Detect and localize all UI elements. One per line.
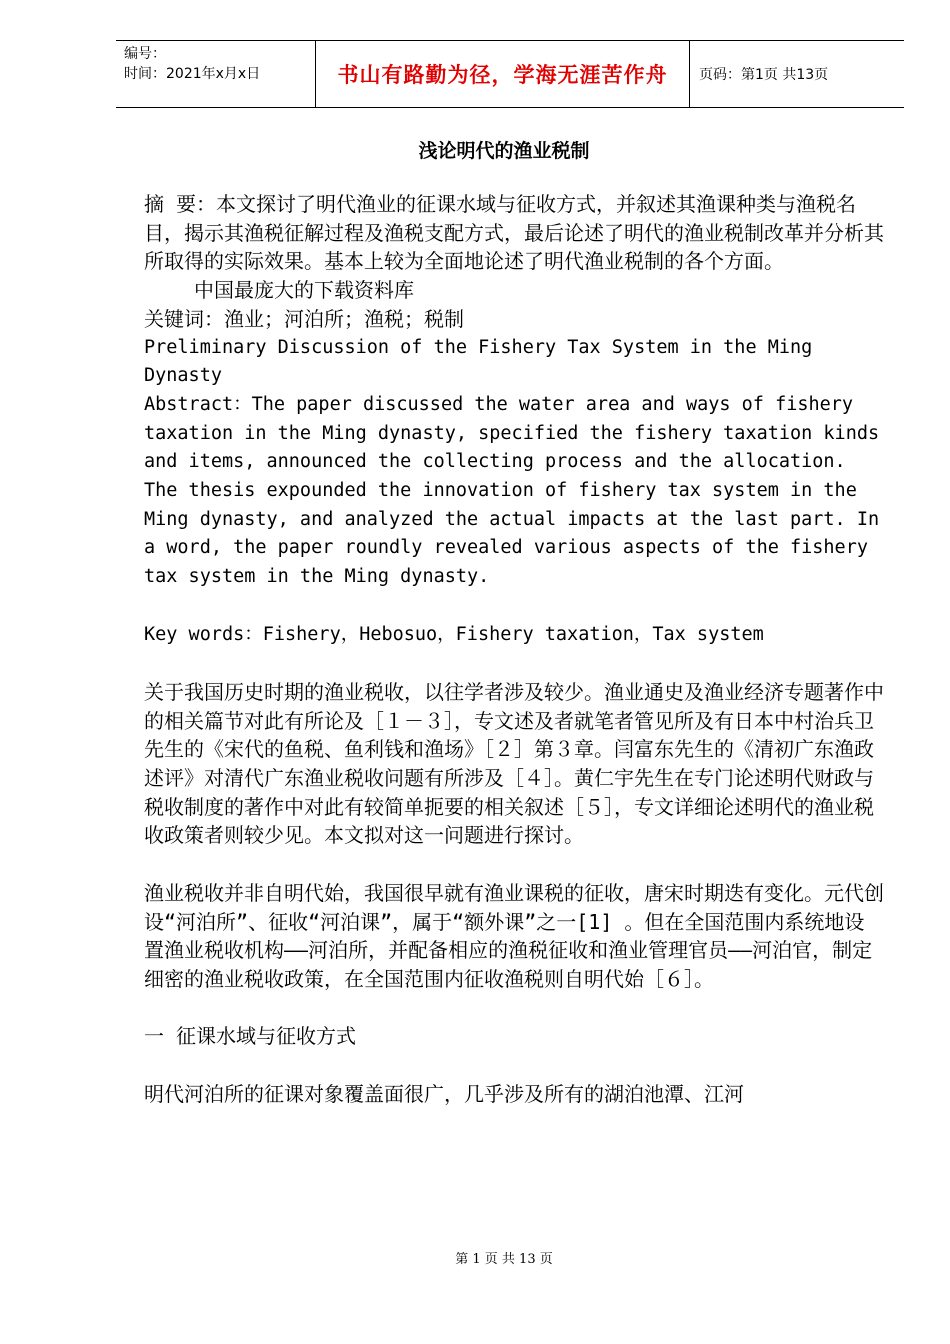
spacer — [144, 994, 884, 1023]
page-footer: 第 1 页 共 13 页 — [455, 1252, 553, 1267]
section-heading-1: 一 征课水域与征收方式 — [144, 1024, 357, 1049]
document-time: 时间：2021年x月x日 — [124, 66, 261, 82]
download-note: 中国最庞大的下载资料库 — [194, 278, 414, 303]
spacer — [144, 592, 884, 621]
keywords-cn: 关键词：渔业；河泊所；渔税；税制 — [144, 306, 464, 331]
abstract-cn: 摘 要：本文探讨了明代渔业的征课水域与征收方式，并叙述其渔课种类与渔税名目，揭示其渔税征解过程及渔税支配方式，最后论述了明代的渔业税制改革并分析其所取得的实际效果。基本上较为全面地论述了明代渔业税制的各个方面。 — [144, 192, 884, 274]
paragraph-3: 明代河泊所的征课对象覆盖面很广，几乎涉及所有的湖泊池潭、江河 — [144, 1081, 744, 1106]
document-title: 浅论明代的渔业税制 — [418, 140, 590, 162]
paragraph-2: 渔业税收并非自明代始，我国很早就有渔业课税的征收，唐宋时期迭有变化。元代创设“河泊所”、征收“河泊课”，属于“额外课”之一[1] 。但在全国范围内系统地设置渔业税收机构——河泊所，并配备相应的渔税征收和渔业管理官员——河泊官，制定细密的渔业税收政策，在全国范围内征收渔税则自明代始［６］。 — [144, 880, 884, 991]
spacer — [144, 1051, 884, 1080]
title-en: Preliminary Discussion of the Fishery Tax System in the Ming Dynasty — [144, 336, 813, 387]
spacer — [144, 850, 884, 879]
abstract-en: Abstract：The paper discussed the water area and ways of fishery taxation in the Ming dynasty, specified the fishery taxation kinds and items, announced the collecting process and the allocation. The thesis expounded the innovation of fishery tax system in the Ming dynasty, and analyzed the actual impacts at the last part. In a word, the paper roundly revealed various aspects of the fishery tax system in the Ming dynasty. — [144, 393, 880, 588]
paragraph-1: 关于我国历史时期的渔业税收，以往学者涉及较少。渔业通史及渔业经济专题著作中的相关篇节对此有所论及［１－３］，专文述及者就笔者管见所及有日本中村治兵卫先生的《宋代的鱼税、鱼利钱和渔场》［２］第３章。闫富东先生的《清初广东渔政述评》对清代广东渔业税收问题有所涉及［４］。黄仁宇先生在专门论述明代财政与税收制度的著作中对此有较简单扼要的相关叙述［５］，专文详细论述明代的渔业税收政策者则较少见。本文拟对这一问题进行探讨。 — [144, 679, 884, 848]
header-page-info: 页码：第1页 共13页 — [699, 67, 829, 83]
document-number-label: 编号： — [124, 46, 166, 62]
page-header — [116, 40, 904, 108]
document-body — [144, 190, 884, 1108]
spacer — [144, 649, 884, 678]
header-motto: 书山有路勤为径，学海无涯苦作舟 — [315, 41, 690, 107]
keywords-en: Key words：Fishery，Hebosuo，Fishery taxation，Tax system — [144, 623, 764, 645]
header-meta — [124, 44, 260, 84]
